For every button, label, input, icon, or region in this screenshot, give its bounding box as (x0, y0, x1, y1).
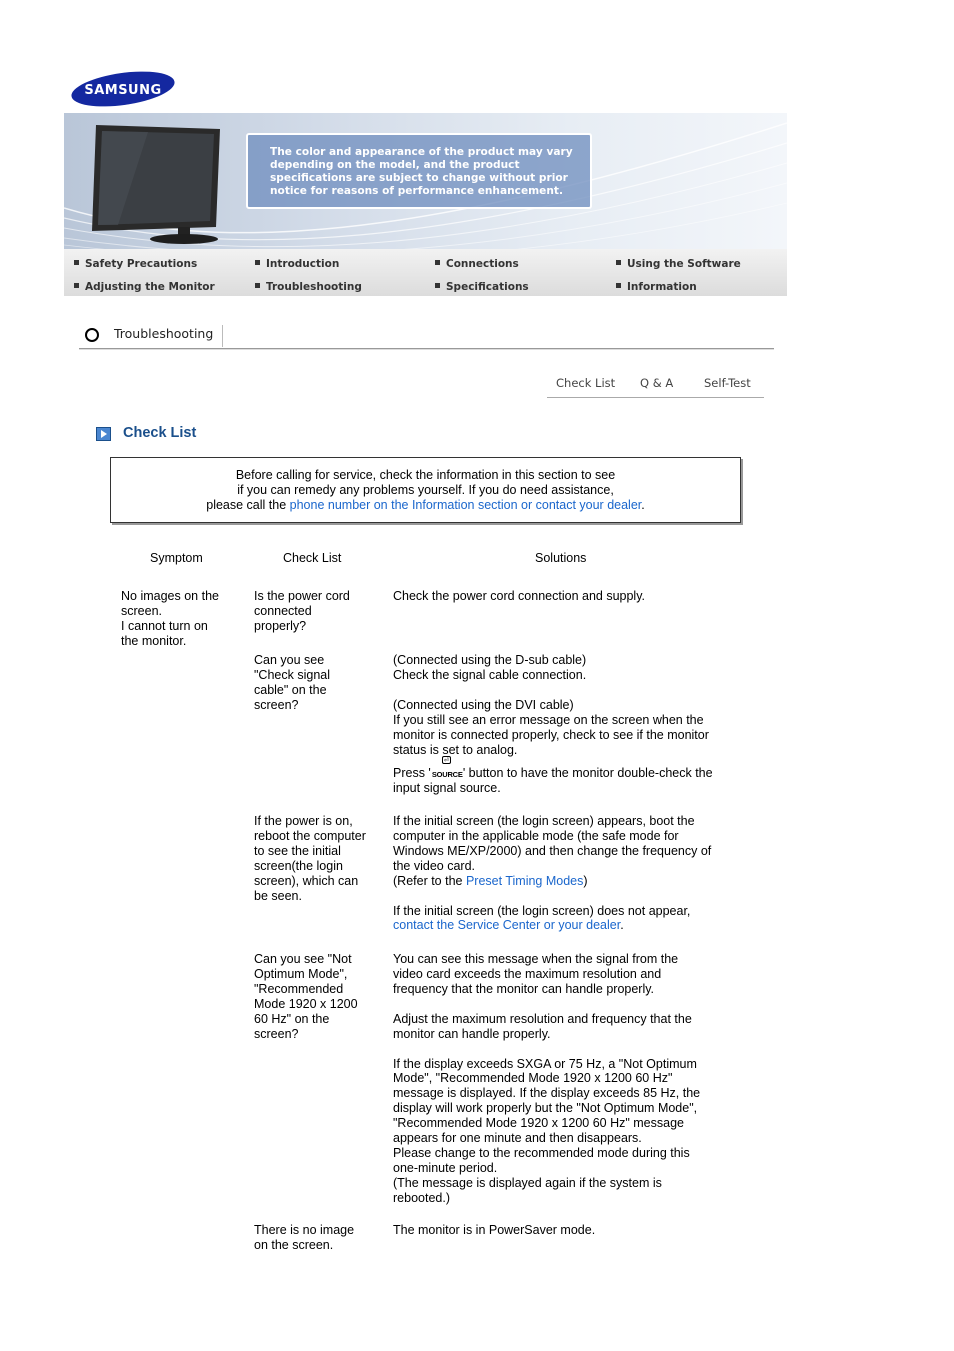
information-section-link[interactable]: phone number on the Information section or contact your dealer (289, 498, 642, 512)
solution-cell-no-image (393, 1223, 595, 1238)
notice-line: specifications are subject to change without prior (270, 172, 568, 184)
nav-connections[interactable] (435, 258, 519, 270)
check-line: There is no image (254, 1223, 355, 1237)
solution-line: video card exceeds the maximum resolution and (393, 966, 662, 981)
solution-line: monitor can handle properly. (393, 1026, 551, 1041)
source-button-icon: ⏎ SOURCE (431, 765, 463, 779)
solution-line: input signal source. (393, 781, 501, 796)
check-line: "Check signal (254, 667, 331, 682)
check-line: "Recommended (254, 981, 344, 996)
solution-text: ' button to have the monitor double-check the (462, 766, 713, 781)
notice-line: notice for reasons of performance enhancement. (270, 185, 563, 197)
nav-label: Troubleshooting (266, 281, 362, 293)
nav-label: Information (627, 281, 697, 293)
solution-cell-not-optimum (393, 952, 700, 1206)
symptom-line: screen. (121, 603, 162, 618)
symptom-cell (121, 589, 219, 649)
solution-line: Check the power cord connection and supply. (393, 589, 646, 603)
info-text: . (641, 498, 645, 512)
main-nav (64, 249, 787, 296)
check-cell-reboot (254, 814, 366, 903)
nav-label: Safety Precautions (85, 258, 198, 270)
nav-adjusting-the-monitor[interactable] (74, 281, 215, 293)
nav-safety-precautions[interactable] (74, 258, 197, 270)
info-line: if you can remedy any problems yourself. If you do need assistance, (237, 483, 614, 497)
check-line: cable" on the (254, 682, 327, 697)
solution-line: If the initial screen (the login screen) appears, boot the (393, 814, 695, 828)
check-line: Can you see "Not (254, 952, 352, 966)
solution-line: monitor is connected properly, check to see if the monitor (393, 727, 709, 742)
solution-text: ) (583, 873, 588, 888)
solution-line: If you still see an error message on the screen when the (393, 712, 704, 727)
check-line: screen), which can (254, 873, 359, 888)
solution-line: rebooted.) (393, 1190, 450, 1205)
play-arrow-icon (96, 427, 111, 441)
circle-icon (85, 328, 99, 342)
check-line: properly? (254, 618, 307, 633)
solution-text: . (620, 918, 624, 933)
nav-label: Specifications (446, 281, 529, 293)
symptom-line: No images on the (121, 589, 219, 603)
solution-text: Press ' (393, 766, 431, 781)
product-banner (64, 113, 787, 249)
check-cell-signal-cable (254, 653, 330, 713)
symptom-line: the monitor. (121, 633, 187, 648)
section-title: Troubleshooting (114, 326, 214, 341)
solution-line: one-minute period. (393, 1160, 498, 1175)
solution-line: Windows ME/XP/2000) and then change the frequency of (393, 843, 712, 858)
check-line: Optimum Mode", (254, 966, 348, 981)
tab-q-and-a[interactable]: Q & A (640, 376, 674, 390)
check-line: If the power is on, (254, 814, 353, 828)
bullet-icon (616, 260, 621, 265)
section-rule (79, 348, 774, 350)
solution-line: frequency that the monitor can handle properly. (393, 981, 655, 996)
solution-line: Check the signal cable connection. (393, 667, 587, 682)
solution-line: (Connected using the D-sub cable) (393, 653, 587, 667)
check-line: be seen. (254, 888, 302, 903)
solution-line: Adjust the maximum resolution and frequency that the (393, 1011, 692, 1026)
solution-line: If the initial screen (the login screen) does not appear, (393, 903, 691, 918)
nav-introduction[interactable] (255, 258, 339, 270)
solution-line (393, 758, 713, 781)
product-notice (246, 133, 592, 209)
info-line: Before calling for service, check the information in this section to see (235, 468, 616, 482)
solution-line: You can see this message when the signal from the (393, 952, 679, 966)
tab-check-list[interactable]: Check List (556, 376, 616, 390)
bullet-icon (74, 260, 79, 265)
solution-line: (Connected using the DVI cable) (393, 697, 574, 712)
nav-label: Adjusting the Monitor (85, 281, 215, 293)
info-line (111, 498, 740, 513)
header-symptom: Symptom (150, 551, 203, 565)
samsung-logo (70, 70, 176, 108)
bullet-icon (255, 283, 260, 288)
logo-text: SAMSUNG (84, 83, 162, 98)
solution-line: message is displayed. If the display exceeds 85 Hz, the (393, 1086, 701, 1101)
check-line: screen(the login (254, 858, 343, 873)
service-info-box (110, 457, 741, 523)
solution-line: Please change to the recommended mode during this (393, 1145, 690, 1160)
solution-line: status is set to analog. (393, 742, 518, 757)
nav-label: Connections (446, 258, 519, 270)
solution-line: the video card. (393, 858, 475, 873)
nav-troubleshooting[interactable] (255, 281, 362, 293)
bullet-icon (255, 260, 260, 265)
solution-line: display will work properly but the "Not Optimum Mode", (393, 1101, 698, 1116)
bullet-icon (435, 283, 440, 288)
symptom-line: I cannot turn on (121, 618, 208, 633)
check-cell-not-optimum (254, 952, 358, 1041)
bullet-icon (435, 260, 440, 265)
solution-line: "Recommended Mode 1920 x 1200 60 Hz" message (393, 1116, 684, 1131)
check-list-title: Check List (123, 425, 197, 441)
info-text: please call the (206, 498, 290, 512)
header-check-list: Check List (283, 551, 342, 565)
bullet-icon (74, 283, 79, 288)
check-line: 60 Hz" on the (254, 1011, 330, 1026)
solution-line: appears for one minute and then disappears. (393, 1131, 642, 1146)
check-line: to see the initial (254, 843, 341, 858)
check-cell-no-image (254, 1223, 354, 1253)
check-line: connected (254, 603, 312, 618)
nav-specifications[interactable] (435, 281, 529, 293)
notice-line: depending on the model, and the product (270, 159, 520, 171)
solution-cell-power-cord (393, 589, 645, 604)
nav-using-the-software[interactable] (616, 258, 741, 270)
check-line: reboot the computer (254, 828, 366, 843)
solution-cell-reboot (393, 814, 711, 933)
monitor-image (88, 119, 228, 247)
solution-line (393, 918, 711, 933)
solution-line: (The message is displayed again if the system is (393, 1175, 662, 1190)
bullet-icon (616, 283, 621, 288)
check-line: Is the power cord (254, 589, 350, 603)
solution-line: If the display exceeds SXGA or 75 Hz, a "Not Optimum (393, 1056, 697, 1071)
preset-timing-modes-link[interactable]: Preset Timing Modes (465, 873, 584, 888)
section-divider (222, 325, 223, 347)
solution-text: (Refer to the (393, 873, 466, 888)
check-cell-power-cord (254, 589, 350, 634)
nav-information[interactable] (616, 281, 697, 293)
check-line: on the screen. (254, 1237, 334, 1252)
service-center-link[interactable]: contact the Service Center or your dealer (393, 918, 621, 933)
tab-self-test[interactable]: Self-Test (704, 376, 751, 390)
solution-line: computer in the applicable mode (the safe mode for (393, 828, 679, 843)
solution-line: Mode", "Recommended Mode 1920 x 1200 60 Hz" (393, 1071, 673, 1086)
source-icon-label: SOURCE (431, 770, 463, 780)
header-solutions: Solutions (535, 551, 587, 565)
check-line: screen? (254, 697, 299, 712)
solution-cell-signal-cable (393, 653, 713, 796)
solution-line: The monitor is in PowerSaver mode. (393, 1223, 596, 1237)
solution-line (393, 874, 711, 889)
check-line: Can you see (254, 653, 325, 667)
nav-label: Introduction (266, 258, 340, 270)
notice-line: The color and appearance of the product may vary (270, 146, 573, 158)
check-line: Mode 1920 x 1200 (254, 996, 358, 1011)
nav-label: Using the Software (627, 258, 741, 270)
check-line: screen? (254, 1026, 299, 1041)
tabs-rule (547, 397, 764, 398)
